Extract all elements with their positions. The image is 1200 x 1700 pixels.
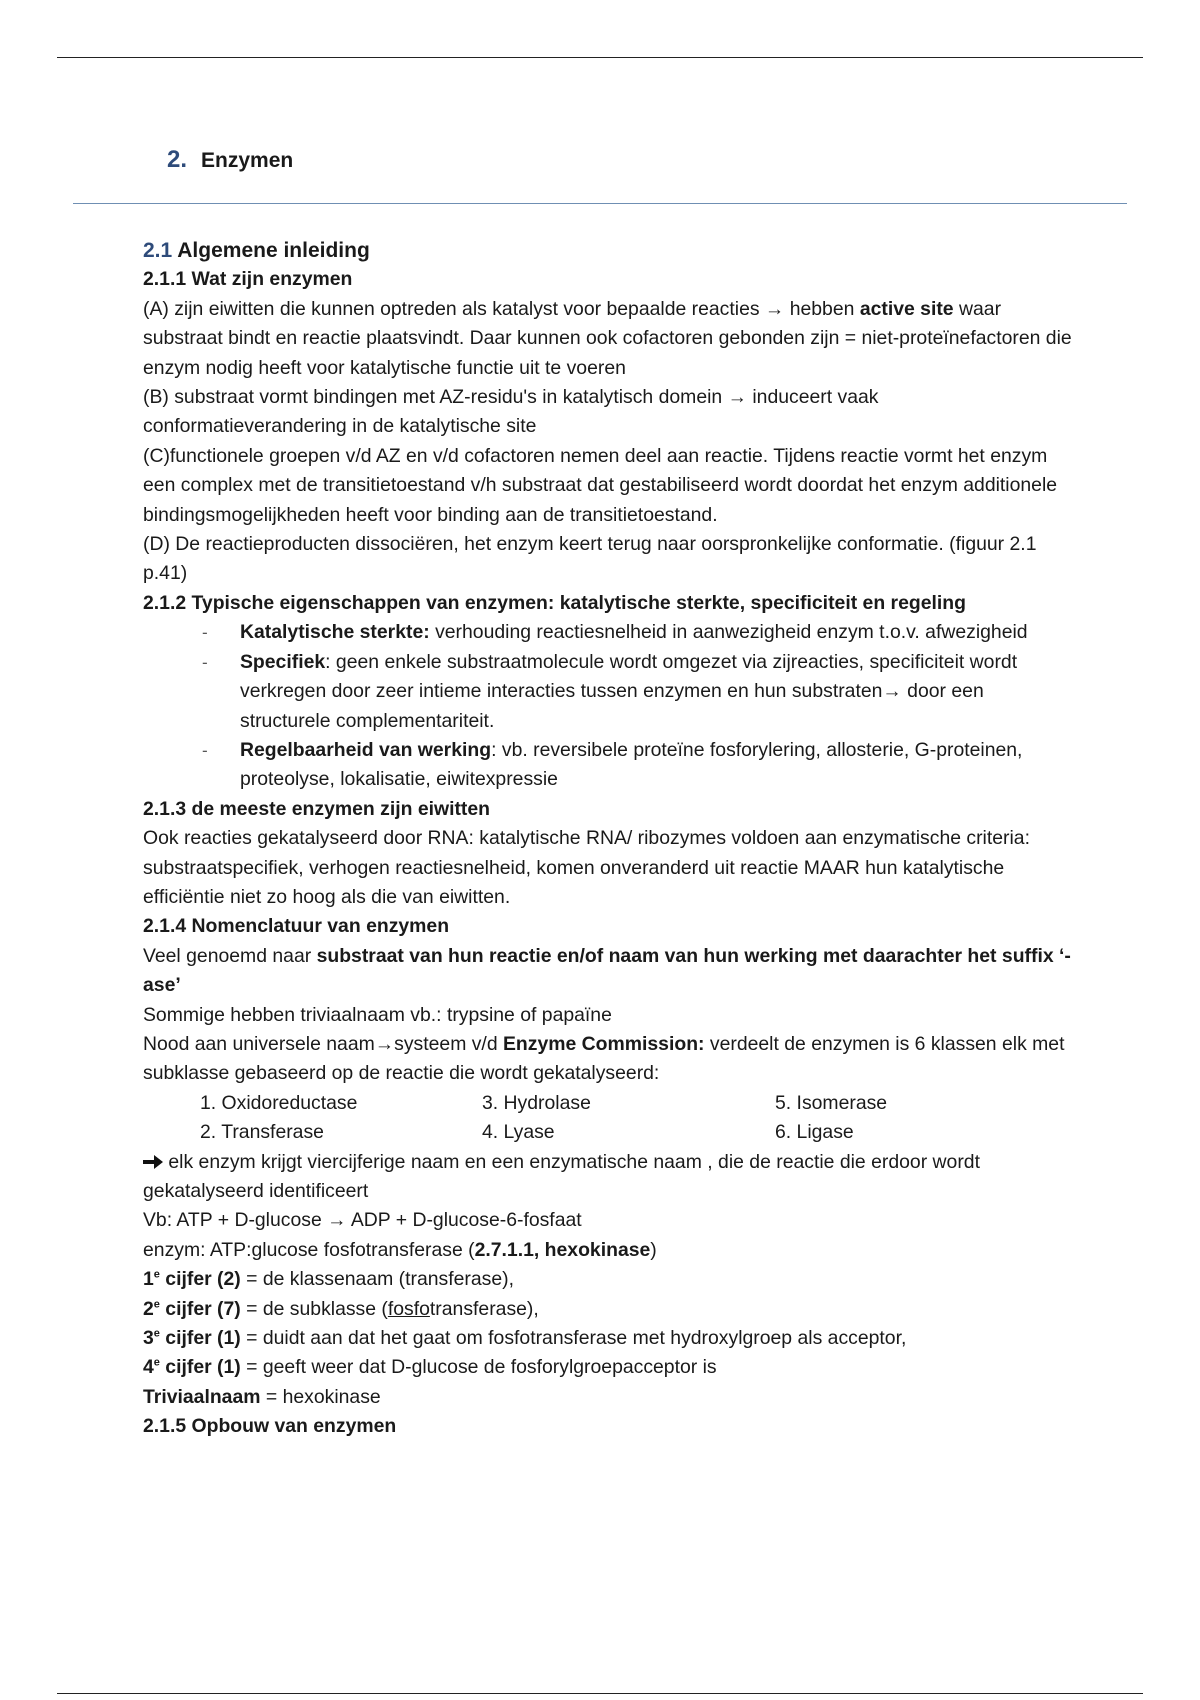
enzyme-class: 4. Lyase (482, 1121, 555, 1144)
page-bottom-rule (57, 1693, 1143, 1694)
list-item: - Regelbaarheid van werking: vb. reversibele proteïne fosforylering, allosterie, G-proteinen, proteolyse, lokalisatie, eiwitexpressie (240, 736, 1073, 795)
subsection-heading-215: 2.1.5 Opbouw van enzymen (143, 1415, 397, 1438)
digit-line: 3e cijfer (1) = duidt aan dat het gaat om fosfotransferase met hydroxylgroep als acceptor, (143, 1327, 907, 1350)
paragraph-trivial-name: Triviaalnaam = hexokinase (143, 1385, 381, 1408)
paragraph-enzyme-name: enzym: ATP:glucose fosfotransferase (2.7.1.1, hexokinase) (143, 1238, 657, 1261)
subsection-heading-213: 2.1.3 de meeste enzymen zijn eiwitten (143, 797, 491, 820)
list-item: - Specifiek: geen enkele substraatmolecule wordt omgezet via zijreacties, specificiteit wordt verkregen door zeer intieme interacties tussen enzymen en hun substraten→ door een structurele complementariteit. (240, 648, 1073, 736)
paragraph-ec-number: elk enzym krijgt viercijferige naam en een enzymatische naam , die de reactie die erdoor wordt gekatalyseerd identificeert (143, 1150, 980, 1202)
paragraph-a: (A) zijn eiwitten die kunnen optreden als katalyst voor bepaalde reacties → hebben active site waar substraat bindt en reactie plaatsvindt. Daar kunnen ook cofactoren gebonden zijn = niet-proteïnefactoren die enzym nodig heeft voor katalytische functie uit te voeren (143, 297, 1072, 379)
section-heading (143, 236, 1073, 265)
section-number: 2.1 (143, 239, 173, 262)
paragraph-ribozymes: Ook reacties gekatalyseerd door RNA: katalytische RNA/ ribozymes voldoen aan enzymatische criteria: substraatspecifiek, verhogen reactiesnelheid, komen onveranderd uit reactie MAAR hun katalytische efficiëntie niet zo hoog als die van eiwitten. (143, 827, 1030, 908)
enzyme-classes (143, 1089, 1073, 1148)
arrow-right-icon (143, 1155, 163, 1169)
section-title: Algemene inleiding (177, 239, 370, 262)
subsection-heading-214: 2.1.4 Nomenclatuur van enzymen (143, 915, 450, 938)
digit-line: 4e cijfer (1) = geeft weer dat D-glucose de fosforylgroepacceptor is (143, 1356, 717, 1379)
paragraph-b: (B) substraat vormt bindingen met AZ-residu's in katalytisch domein → induceert vaak conformatieverandering in de katalytische site (143, 386, 879, 438)
document-body (143, 236, 1073, 1442)
enzyme-class: 1. Oxidoreductase (200, 1091, 358, 1114)
properties-list (143, 618, 1073, 794)
digit-line: 2e cijfer (7) = de subklasse (fosfotransferase), (143, 1297, 539, 1320)
chapter-number: 2. (167, 146, 188, 173)
page-top-rule (57, 57, 1143, 58)
digit-line: 1e cijfer (2) = de klassenaam (transferase), (143, 1268, 514, 1291)
chapter-divider (73, 203, 1127, 204)
list-item: - Katalytische sterkte: verhouding reactiesnelheid in aanwezigheid enzym t.o.v. afwezigheid (240, 618, 1073, 647)
paragraph-example: Vb: ATP + D-glucose → ADP + D-glucose-6-fosfaat (143, 1209, 582, 1232)
enzyme-class: 6. Ligase (775, 1121, 854, 1144)
subsection-heading-212: 2.1.2 Typische eigenschappen van enzymen: katalytische sterkte, specificiteit en regeling (143, 591, 966, 614)
enzyme-class: 2. Transferase (200, 1121, 324, 1144)
enzyme-class: 3. Hydrolase (482, 1091, 591, 1114)
paragraph-naming: Veel genoemd naar substraat van hun reactie en/of naam van hun werking met daarachter het suffix ‘-ase’ (143, 944, 1071, 997)
paragraph-universal: Nood aan universele naam→systeem v/d Enzyme Commission: verdeelt de enzymen is 6 klassen elk met subklasse gebaseerd op de reactie die wordt gekatalyseerd: (143, 1032, 1065, 1085)
paragraph-c: (C)functionele groepen v/d AZ en v/d cofactoren nemen deel aan reactie. Tijdens reactie vormt het enzym een complex met de transitietoestand v/h substraat dat gestabiliseerd wordt doordat het enzym additionele bindingsmogelijkheden heeft voor binding aan de transitietoestand. (143, 444, 1058, 526)
chapter-title: Enzymen (201, 149, 294, 172)
chapter-heading (167, 146, 293, 174)
enzyme-class: 5. Isomerase (775, 1091, 888, 1114)
paragraph-trivial: Sommige hebben triviaalnaam vb.: trypsine of papaïne (143, 1003, 612, 1026)
paragraph-d: (D) De reactieproducten dissociëren, het enzym keert terug naar oorspronkelijke conformatie. (figuur 2.1 p.41) (143, 533, 1037, 585)
subsection-heading-211: 2.1.1 Wat zijn enzymen (143, 268, 353, 291)
